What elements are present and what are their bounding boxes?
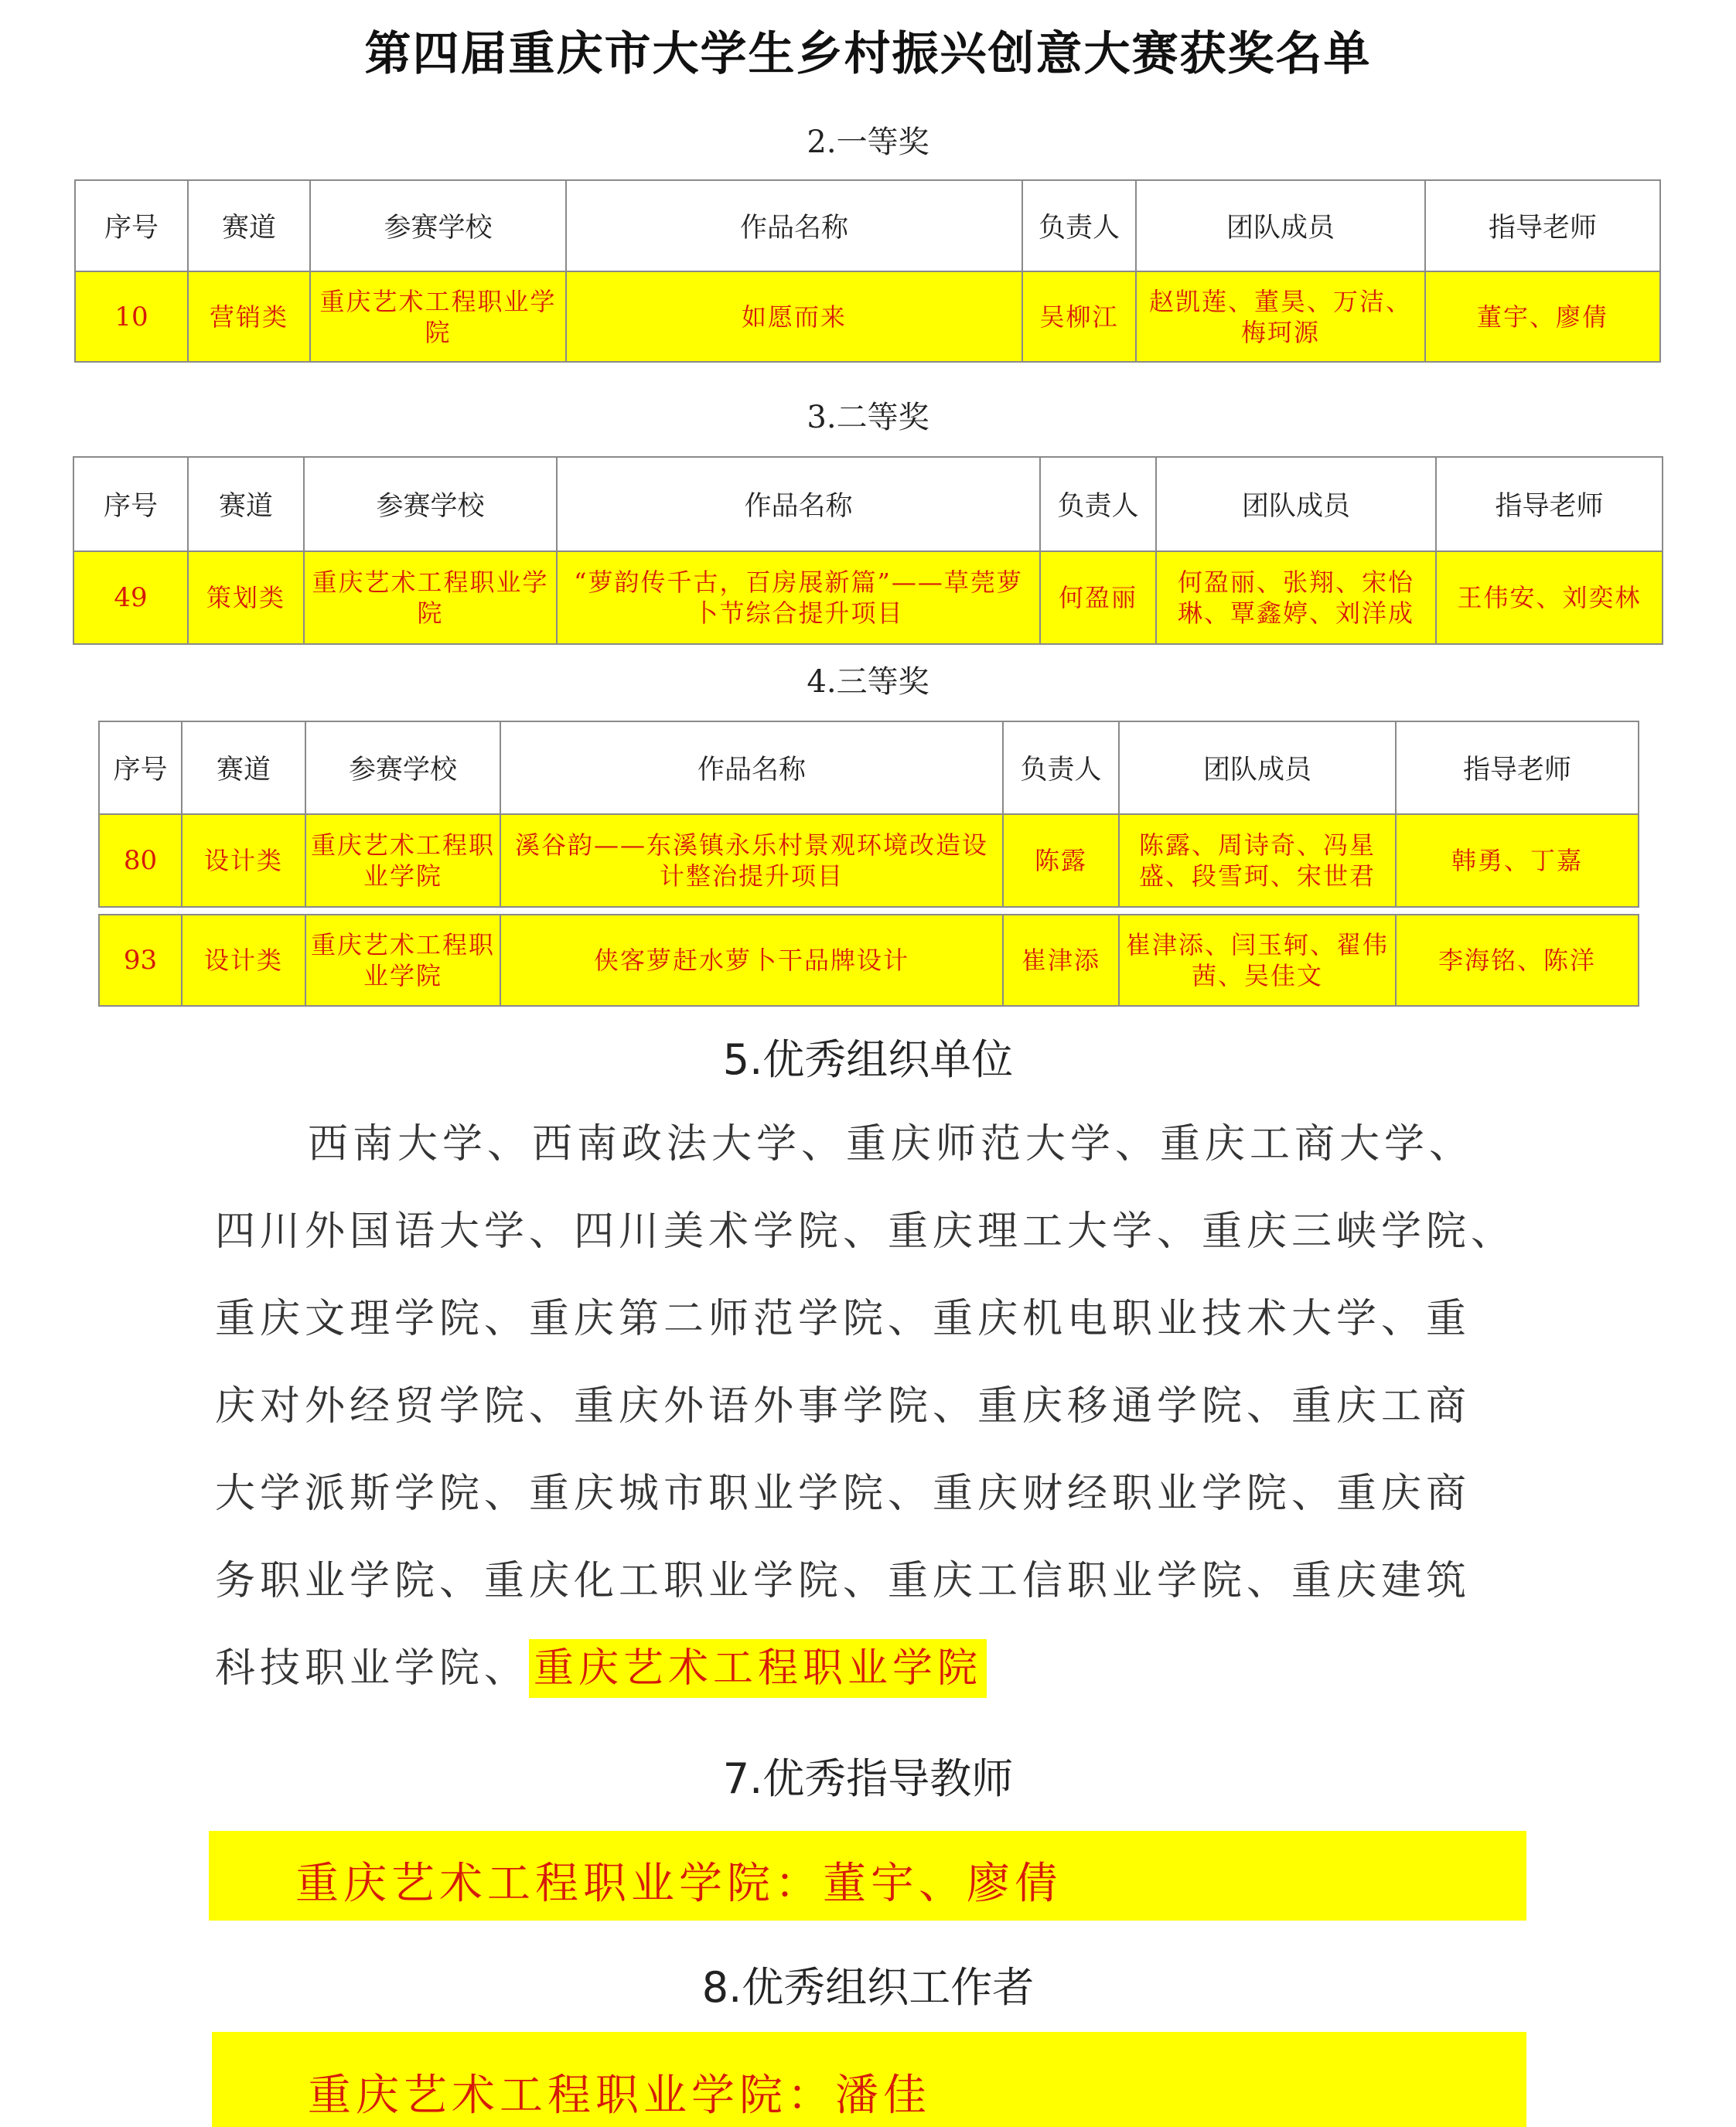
col-track: 赛道 — [182, 721, 305, 814]
cell-work: “萝韵传千古，百房展新篇”——草莞萝卜节综合提升项目 — [557, 551, 1040, 644]
org-units-heading: 5.优秀组织单位 — [722, 1035, 1014, 1084]
table-row — [73, 551, 1663, 644]
table-row — [99, 915, 1639, 1006]
col-school: 参赛学校 — [305, 721, 500, 814]
col-advisor: 指导老师 — [1396, 721, 1639, 814]
cell-no: 10 — [75, 271, 188, 362]
cell-advisor: 王伟安、刘奕林 — [1436, 551, 1663, 644]
table-header-row — [73, 457, 1663, 551]
highlighted-school: 重庆艺术工程职业学院 — [529, 1639, 987, 1698]
cell-work: 如愿而来 — [566, 271, 1022, 362]
col-track: 赛道 — [188, 180, 310, 271]
page-title: 第四届重庆市大学生乡村振兴创意大赛获奖名单 — [364, 27, 1372, 81]
cell-leader: 陈露 — [1003, 814, 1119, 907]
teachers-text: 重庆艺术工程职业学院：董宇、廖倩 — [295, 1859, 1062, 1909]
org-workers-text: 重庆艺术工程职业学院：潘佳 — [308, 2071, 931, 2121]
cell-no: 93 — [99, 915, 182, 1006]
org-units-last-prefix: 科技职业学院、 — [215, 1645, 530, 1692]
cell-advisor: 李海铭、陈洋 — [1396, 915, 1639, 1006]
second-prize-heading: 3.二等奖 — [807, 400, 929, 435]
cell-track: 设计类 — [182, 915, 305, 1006]
col-no: 序号 — [99, 721, 182, 814]
col-no: 序号 — [73, 457, 188, 551]
table-header-row — [75, 180, 1660, 271]
col-members: 团队成员 — [1119, 721, 1396, 814]
org-units-line: 四川外国语大学、四川美术学院、重庆理工大学、重庆三峡学院、 — [215, 1208, 1516, 1255]
cell-no: 80 — [99, 814, 182, 907]
cell-members: 崔津添、闫玉轲、翟伟茜、吴佳文 — [1119, 915, 1396, 1006]
first-prize-table — [74, 179, 1661, 363]
cell-advisor: 董宇、廖倩 — [1425, 271, 1660, 362]
cell-track: 策划类 — [188, 551, 304, 644]
col-school: 参赛学校 — [310, 180, 566, 271]
org-workers-heading: 8.优秀组织工作者 — [701, 1963, 1035, 2012]
col-advisor: 指导老师 — [1425, 180, 1660, 271]
cell-school: 重庆艺术工程职业学院 — [304, 551, 557, 644]
table-row — [99, 814, 1639, 907]
third-prize-table — [98, 721, 1639, 1007]
col-track: 赛道 — [188, 457, 304, 551]
col-members: 团队成员 — [1156, 457, 1436, 551]
table-row — [75, 271, 1660, 362]
cell-work: 溪谷韵——东溪镇永乐村景观环境改造设计整治提升项目 — [500, 814, 1003, 907]
teachers-highlight — [209, 1831, 1526, 1921]
cell-school: 重庆艺术工程职业学院 — [305, 915, 500, 1006]
cell-school: 重庆艺术工程职业学院 — [310, 271, 566, 362]
row-gap — [99, 907, 1639, 915]
teachers-heading: 7.优秀指导教师 — [722, 1754, 1014, 1803]
org-units-paragraph — [215, 1101, 1530, 1713]
cell-members: 陈露、周诗奇、冯星盛、段雪珂、宋世君 — [1119, 814, 1396, 907]
col-work: 作品名称 — [557, 457, 1040, 551]
org-workers-highlight — [212, 2032, 1526, 2127]
cell-track: 营销类 — [188, 271, 310, 362]
cell-advisor: 韩勇、丁嘉 — [1396, 814, 1639, 907]
col-work: 作品名称 — [566, 180, 1022, 271]
cell-no: 49 — [73, 551, 188, 644]
cell-members: 何盈丽、张翔、宋怡琳、覃鑫婷、刘洋成 — [1156, 551, 1436, 644]
cell-leader: 何盈丽 — [1040, 551, 1156, 644]
org-units-line: 务职业学院、重庆化工职业学院、重庆工信职业学院、重庆建筑 — [215, 1558, 1472, 1604]
col-members: 团队成员 — [1136, 180, 1425, 271]
col-work: 作品名称 — [500, 721, 1003, 814]
third-prize-heading: 4.三等奖 — [807, 664, 929, 700]
org-units-line-last — [215, 1625, 1530, 1713]
org-units-line: 大学派斯学院、重庆城市职业学院、重庆财经职业学院、重庆商 — [215, 1471, 1472, 1517]
col-no: 序号 — [75, 180, 188, 271]
cell-track: 设计类 — [182, 814, 305, 907]
col-leader: 负责人 — [1040, 457, 1156, 551]
col-school: 参赛学校 — [304, 457, 557, 551]
org-units-line: 西南大学、西南政法大学、重庆师范大学、重庆工商大学、 — [308, 1121, 1475, 1167]
col-leader: 负责人 — [1003, 721, 1119, 814]
cell-members: 赵凯莲、董昊、万洁、梅珂源 — [1136, 271, 1425, 362]
org-units-line: 庆对外经贸学院、重庆外语外事学院、重庆移通学院、重庆工商 — [215, 1383, 1472, 1430]
cell-school: 重庆艺术工程职业学院 — [305, 814, 500, 907]
second-prize-table — [73, 456, 1663, 645]
col-advisor: 指导老师 — [1436, 457, 1663, 551]
org-units-line: 重庆文理学院、重庆第二师范学院、重庆机电职业技术大学、重 — [215, 1296, 1472, 1342]
first-prize-heading: 2.一等奖 — [807, 124, 929, 160]
cell-leader: 崔津添 — [1003, 915, 1119, 1006]
cell-leader: 吴柳江 — [1022, 271, 1136, 362]
table-header-row — [99, 721, 1639, 814]
cell-work: 侠客萝赶水萝卜干品牌设计 — [500, 915, 1003, 1006]
col-leader: 负责人 — [1022, 180, 1136, 271]
